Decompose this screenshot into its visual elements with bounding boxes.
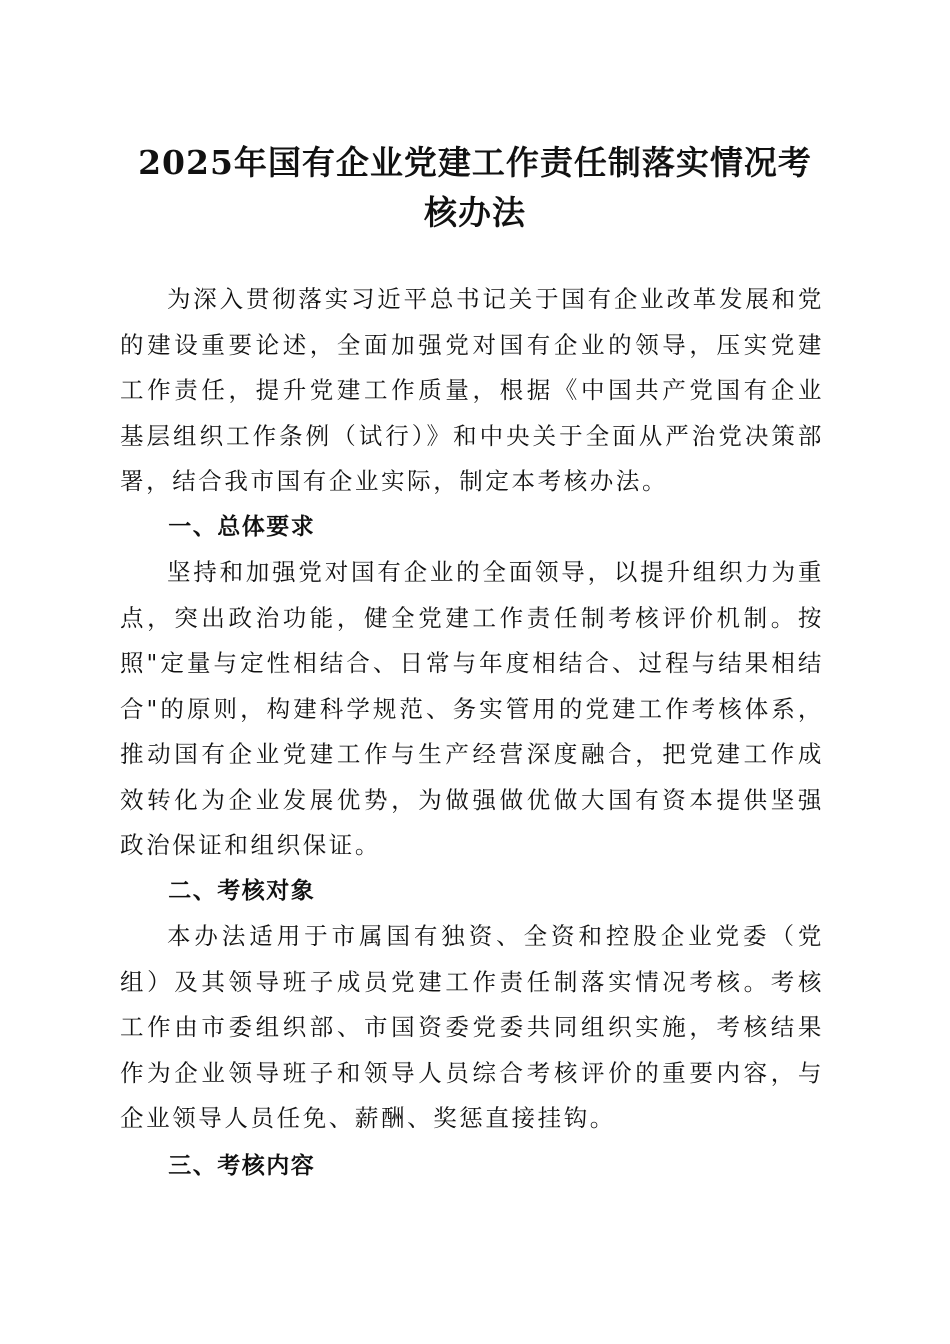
document-body — [120, 277, 824, 1189]
section-heading-assessment-content: 三、考核内容 — [168, 1152, 316, 1179]
section-heading-assessment-targets: 二、考核对象 — [168, 877, 316, 904]
title-line-1: 2025年国有企业党建工作责任制落实情况考 — [138, 143, 812, 182]
document-title — [120, 138, 830, 238]
section-heading-general-requirements: 一、总体要求 — [168, 513, 316, 540]
title-line-2: 核办法 — [424, 193, 526, 232]
intro-paragraph: 为深入贯彻落实习近平总书记关于国有企业改革发展和党的建设重要论述，全面加强党对国有企业的领导，压实党建工作责任，提升党建工作质量，根据《中国共产党国有企业基层组织工作条例（试行）》和中央关于全面从严治党决策部署，结合我市国有企业实际，制定本考核办法。 — [120, 285, 824, 495]
section-text-assessment-targets: 本办法适用于市属国有独资、全资和控股企业党委（党组）及其领导班子成员党建工作责任制落实情况考核。考核工作由市委组织部、市国资委党委共同组织实施，考核结果作为企业领导班子和领导人员综合考核评价的重要内容，与企业领导人员任免、薪酬、奖惩直接挂钩。 — [120, 922, 824, 1132]
section-text-general-requirements: 坚持和加强党对国有企业的全面领导，以提升组织力为重点，突出政治功能，健全党建工作责任制考核评价机制。按照"定量与定性相结合、日常与年度相结合、过程与结果相结合"的原则，构建科学规范、务实管用的党建工作考核体系，推动国有企业党建工作与生产经营深度融合，把党建工作成效转化为企业发展优势，为做强做优做大国有资本提供坚强政治保证和组织保证。 — [120, 558, 824, 859]
